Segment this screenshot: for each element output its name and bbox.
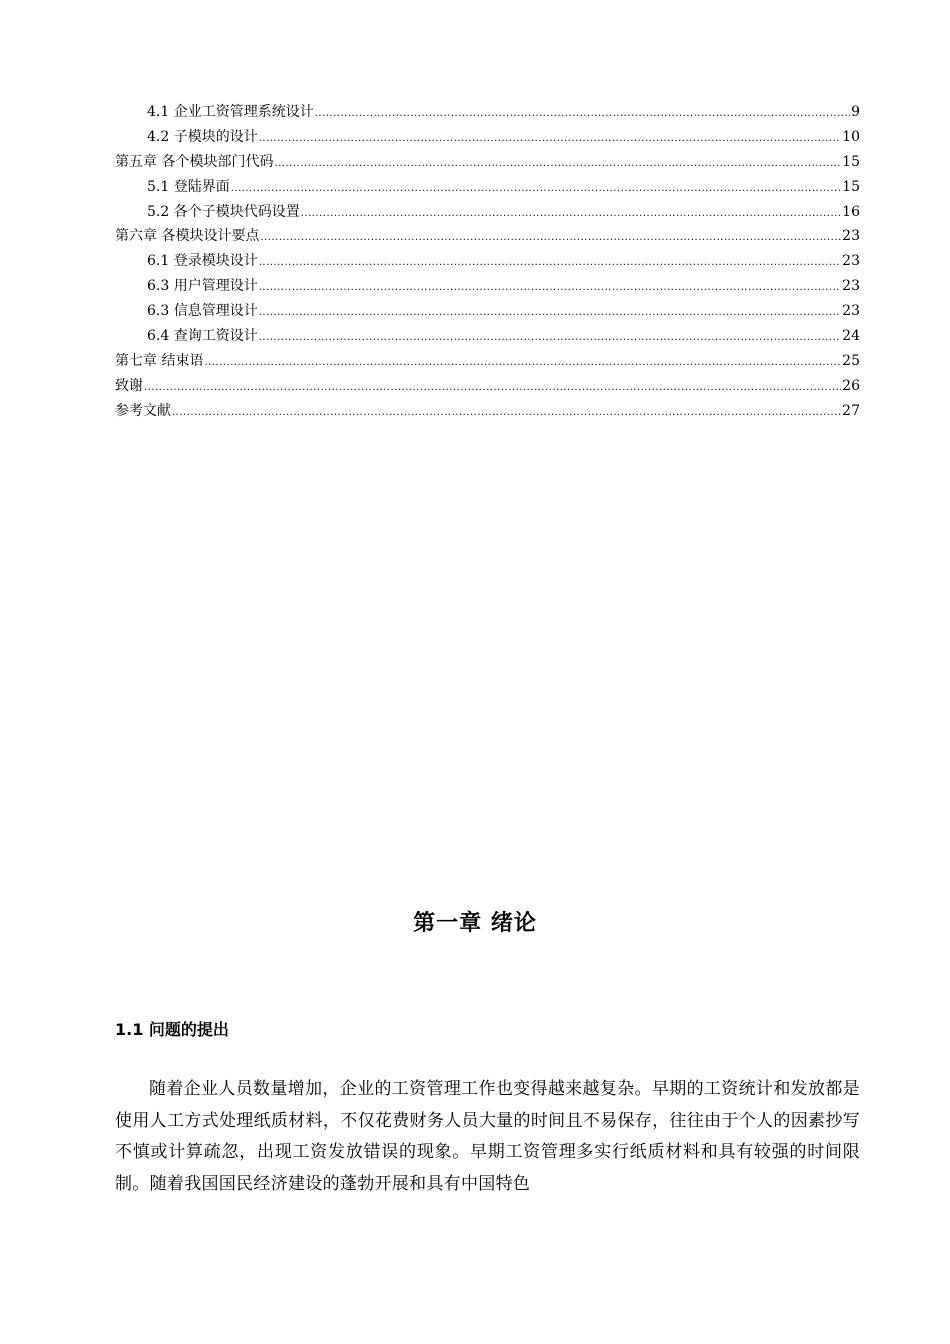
toc-entry-title: 6.3 用户管理设计	[147, 278, 258, 295]
chapter-title: 第一章 绪论	[413, 911, 537, 936]
toc-entry-page: 15	[842, 178, 860, 195]
toc-entry[interactable]	[115, 224, 860, 249]
toc-entry-title: 第六章 各模块设计要点	[115, 228, 260, 245]
toc-entry-page: 24	[842, 328, 860, 345]
toc-leader-dots	[259, 251, 841, 276]
toc-entry-title: 5.1 登陆界面	[147, 178, 230, 195]
toc-leader-dots	[260, 226, 841, 251]
toc-entry[interactable]	[115, 125, 860, 150]
toc-entry-title: 6.4 查询工资设计	[147, 328, 258, 345]
toc-entry-page: 25	[842, 352, 860, 369]
toc-entry-title: 6.3 信息管理设计	[147, 303, 258, 320]
toc-entry[interactable]	[115, 374, 860, 399]
toc-leader-dots	[231, 177, 841, 202]
toc-entry[interactable]	[115, 200, 860, 225]
toc-entry-title: 4.1 企业工资管理系统设计	[147, 104, 314, 120]
toc-leader-dots	[274, 152, 841, 177]
toc-entry-page: 23	[842, 228, 860, 245]
toc-entry[interactable]	[115, 249, 860, 274]
toc-entry-page: 10	[842, 128, 860, 145]
toc-entry[interactable]	[115, 175, 860, 200]
toc-entry-page: 27	[842, 402, 860, 419]
toc-leader-dots	[172, 401, 841, 426]
toc-entry[interactable]	[115, 100, 860, 125]
toc-entry-page: 26	[842, 377, 860, 394]
toc-entry-page: 23	[842, 278, 860, 295]
toc-leader-dots	[259, 276, 841, 301]
toc-entry-title: 第七章 结束语	[115, 352, 204, 369]
toc-entry[interactable]	[115, 324, 860, 349]
section-title: 1.1 问题的提出	[115, 1020, 229, 1039]
toc-entry-page: 23	[842, 253, 860, 270]
toc-entry-title: 5.2 各个子模块代码设置	[147, 203, 300, 220]
toc-entry-title: 4.2 子模块的设计	[147, 128, 258, 145]
toc-leader-dots	[315, 102, 850, 127]
toc-entry[interactable]	[115, 349, 860, 374]
toc-entry-page: 23	[842, 303, 860, 320]
toc-entry[interactable]	[115, 150, 860, 175]
toc-entry-page: 15	[842, 153, 860, 170]
toc-leader-dots	[301, 202, 841, 227]
toc-entry[interactable]	[115, 399, 860, 424]
toc-entry[interactable]	[115, 299, 860, 324]
toc-entry-page: 16	[842, 203, 860, 220]
table-of-contents	[115, 100, 860, 424]
toc-entry[interactable]	[115, 274, 860, 299]
toc-leader-dots	[144, 376, 841, 401]
toc-leader-dots	[259, 301, 841, 326]
body-paragraph: 随着企业人员数量增加，企业的工资管理工作也变得越来越复杂。早期的工资统计和发放都是使用人工方式处理纸质材料，不仅花费财务人员大量的时间且不易保存，往往由于个人的因素抄写不慎或计算疏忽，出现工资发放错误的现象。早期工资管理多实行纸质材料和具有较强的时间限制。随着我国国民经济建设的蓬勃开展和具有中国特色	[115, 1079, 860, 1194]
toc-entry-title: 致谢	[115, 377, 143, 394]
toc-entry-page: 9	[851, 104, 860, 120]
toc-leader-dots	[259, 326, 841, 351]
toc-leader-dots	[204, 351, 841, 376]
toc-entry-title: 参考文献	[115, 402, 171, 419]
toc-entry-title: 6.1 登录模块设计	[147, 253, 258, 270]
toc-entry-title: 第五章 各个模块部门代码	[115, 153, 274, 170]
toc-leader-dots	[259, 127, 841, 152]
